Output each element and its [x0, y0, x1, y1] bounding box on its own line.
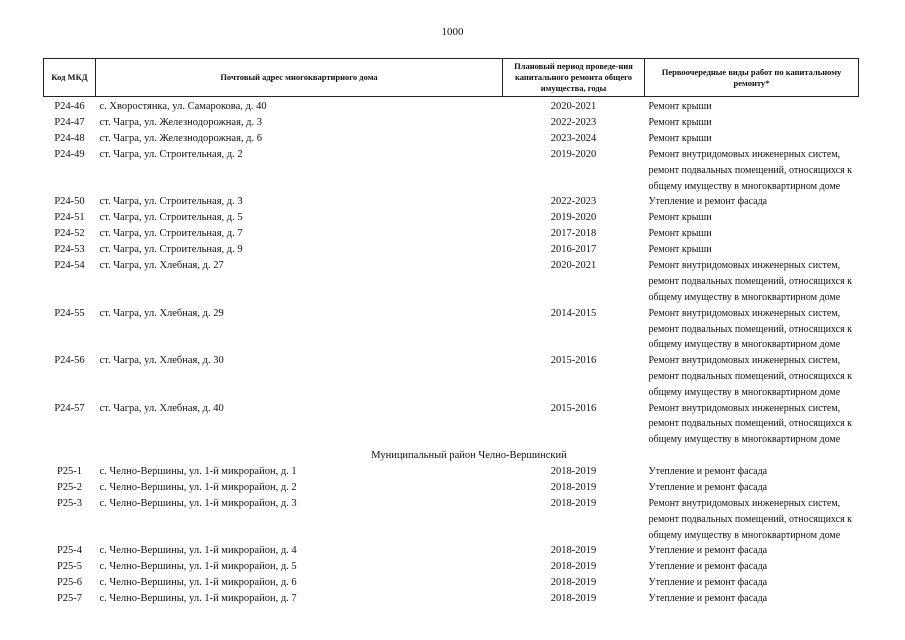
- works-cell: Ремонт внутридомовых инженерных систем, ремонт подвальных помещений, относящихся к общему имуществу в многоквартирном доме: [648, 260, 853, 303]
- code-cell: Р25-5: [56, 561, 83, 573]
- address-cell: с. Челно-Вершины, ул. 1-й микрорайон, д. 1: [99, 465, 297, 477]
- works-cell: Ремонт внутридомовых инженерных систем, ремонт подвальных помещений, относящихся к общему имуществу в многоквартирном доме: [648, 149, 853, 192]
- address-cell: с. Челно-Вершины, ул. 1-й микрорайон, д. 4: [99, 545, 297, 557]
- period-cell: 2022-2023: [550, 196, 597, 208]
- code-cell: Р24-50: [54, 196, 85, 208]
- table-row: [44, 131, 859, 147]
- table-row: [44, 543, 859, 559]
- table-body: [44, 97, 859, 608]
- code-cell: Р24-48: [54, 133, 85, 144]
- address-cell: ст. Чагра, ул. Железнодорожная, д. 3: [99, 117, 263, 128]
- header-address: Почтовый адрес многоквартирного дома: [96, 59, 503, 97]
- works-cell: Ремонт внутридомовых инженерных систем, ремонт подвальных помещений, относящихся к общему имуществу в многоквартирном доме: [648, 307, 853, 351]
- table-row: [44, 480, 859, 496]
- header-period: Плановый период проведе-ния капитального ремонта общего имущества, годы: [503, 59, 645, 97]
- code-cell: Р25-1: [56, 465, 83, 477]
- address-cell: ст. Чагра, ул. Хлебная, д. 40: [99, 402, 224, 414]
- header-code: Код МКД: [44, 59, 96, 97]
- address-cell: с. Челно-Вершины, ул. 1-й микрорайон, д. 6: [99, 577, 297, 589]
- period-cell: 2018-2019: [550, 465, 597, 477]
- period-cell: 2019-2020: [550, 149, 597, 160]
- period-cell: 2018-2019: [550, 497, 597, 509]
- address-cell: ст. Чагра, ул. Железнодорожная, д. 6: [99, 133, 263, 144]
- table-row: [44, 353, 859, 400]
- table-row: [44, 401, 859, 448]
- code-cell: Р24-52: [54, 228, 85, 240]
- code-cell: Р24-47: [54, 117, 85, 128]
- code-cell: Р24-46: [54, 101, 85, 112]
- works-cell: Утепление и ремонт фасада: [648, 593, 768, 605]
- works-cell: Утепление и ремонт фасада: [648, 577, 768, 589]
- capital-repair-table: [43, 58, 859, 607]
- page-number: 1000: [441, 26, 464, 38]
- address-cell: ст. Чагра, ул. Хлебная, д. 27: [99, 260, 224, 272]
- period-cell: 2017-2018: [550, 228, 597, 240]
- period-cell: 2020-2021: [550, 101, 597, 112]
- period-cell: 2015-2016: [550, 355, 597, 367]
- table-row: [44, 242, 859, 258]
- district-heading: Муниципальный район Челно-Вершинский: [371, 449, 567, 461]
- address-cell: с. Челно-Вершины, ул. 1-й микрорайон, д. 2: [99, 481, 297, 493]
- works-cell: Ремонт крыши: [648, 133, 712, 144]
- code-cell: Р24-57: [54, 402, 85, 414]
- period-cell: 2020-2021: [550, 260, 597, 272]
- works-cell: Ремонт крыши: [648, 117, 712, 128]
- code-cell: Р24-56: [54, 355, 85, 367]
- code-cell: Р24-51: [54, 212, 85, 224]
- period-cell: 2014-2015: [550, 307, 597, 319]
- works-cell: Ремонт крыши: [648, 244, 712, 256]
- address-cell: с. Челно-Вершины, ул. 1-й микрорайон, д. 3: [99, 497, 297, 509]
- address-cell: с. Челно-Вершины, ул. 1-й микрорайон, д. 5: [99, 561, 297, 573]
- table-row: [44, 194, 859, 210]
- period-cell: 2019-2020: [550, 212, 597, 224]
- period-cell: 2018-2019: [550, 545, 597, 557]
- table-row: [44, 258, 859, 305]
- table-row: [44, 226, 859, 242]
- code-cell: Р25-7: [56, 593, 83, 605]
- period-cell: 2018-2019: [550, 577, 597, 589]
- code-cell: Р24-53: [54, 244, 85, 256]
- period-cell: 2015-2016: [550, 402, 597, 414]
- works-cell: Ремонт внутридомовых инженерных систем, ремонт подвальных помещений, относящихся к общему имуществу в многоквартирном доме: [648, 497, 853, 541]
- works-cell: Утепление и ремонт фасада: [648, 481, 768, 493]
- works-cell: Ремонт крыши: [648, 101, 712, 112]
- table-row: [44, 210, 859, 226]
- header-works: Первоочередные виды работ по капитальному ремонту*: [645, 59, 859, 97]
- period-cell: 2018-2019: [550, 481, 597, 493]
- table-header: [44, 59, 859, 97]
- table-row: [44, 97, 859, 116]
- period-cell: 2018-2019: [550, 561, 597, 573]
- table-row: [44, 147, 859, 194]
- code-cell: Р25-6: [56, 577, 83, 589]
- district-row: [44, 448, 859, 464]
- period-cell: 2018-2019: [550, 593, 597, 605]
- code-cell: Р25-4: [56, 545, 83, 557]
- code-cell: Р24-49: [54, 149, 85, 160]
- address-cell: ст. Чагра, ул. Строительная, д. 2: [99, 149, 243, 160]
- period-cell: 2022-2023: [550, 117, 597, 128]
- address-cell: с. Челно-Вершины, ул. 1-й микрорайон, д. 7: [99, 593, 297, 605]
- table-row: [44, 464, 859, 480]
- address-cell: ст. Чагра, ул. Строительная, д. 5: [99, 212, 243, 224]
- table-row: [44, 306, 859, 353]
- table-row: [44, 496, 859, 543]
- period-cell: 2023-2024: [550, 133, 597, 144]
- code-cell: Р25-2: [56, 481, 83, 493]
- works-cell: Ремонт внутридомовых инженерных систем, ремонт подвальных помещений, относящихся к общему имуществу в многоквартирном доме: [648, 355, 853, 398]
- code-cell: Р25-3: [56, 497, 83, 509]
- period-cell: 2016-2017: [550, 244, 597, 256]
- address-cell: ст. Чагра, ул. Строительная, д. 3: [99, 196, 243, 208]
- address-cell: ст. Чагра, ул. Строительная, д. 9: [99, 244, 243, 256]
- table-row: [44, 559, 859, 575]
- address-cell: ст. Чагра, ул. Строительная, д. 7: [99, 228, 243, 240]
- works-cell: Утепление и ремонт фасада: [648, 465, 768, 477]
- table-row: [44, 575, 859, 591]
- works-cell: Утепление и ремонт фасада: [648, 196, 768, 208]
- works-cell: Ремонт внутридомовых инженерных систем, ремонт подвальных помещений, относящихся к общему имуществу в многоквартирном доме: [648, 402, 853, 446]
- address-cell: ст. Чагра, ул. Хлебная, д. 29: [99, 307, 224, 319]
- code-cell: Р24-54: [54, 260, 85, 272]
- table-row: [44, 115, 859, 131]
- works-cell: Ремонт крыши: [648, 212, 712, 224]
- works-cell: Утепление и ремонт фасада: [648, 561, 768, 573]
- table-row: [44, 591, 859, 607]
- address-cell: с. Хворостянка, ул. Самарокова, д. 40: [99, 101, 267, 112]
- code-cell: Р24-55: [54, 307, 85, 319]
- address-cell: ст. Чагра, ул. Хлебная, д. 30: [99, 355, 224, 367]
- works-cell: Ремонт крыши: [648, 228, 712, 240]
- works-cell: Утепление и ремонт фасада: [648, 545, 768, 557]
